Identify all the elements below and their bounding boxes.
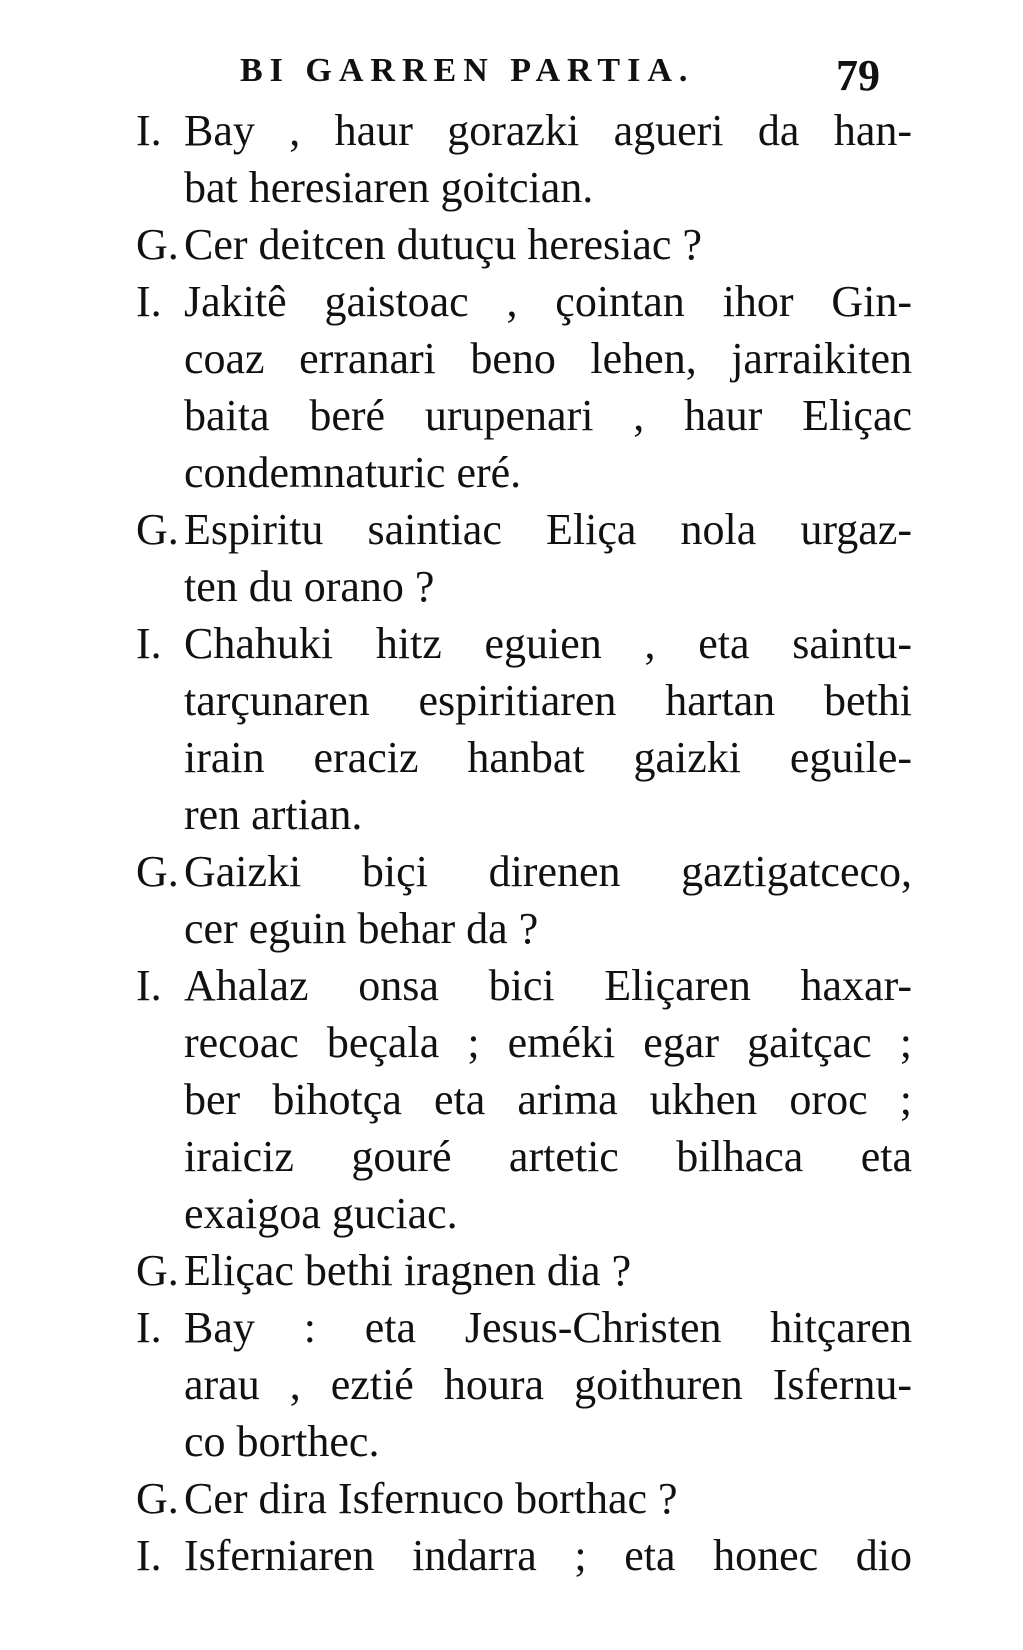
text-line: ten du orano ? bbox=[184, 562, 435, 611]
text-line: Chahuki hitz eguien , eta saintu- bbox=[184, 619, 912, 668]
speaker-marker: I. bbox=[136, 961, 162, 1010]
text-line: tarçunaren espiritiaren hartan bethi bbox=[184, 676, 912, 725]
text-line: recoac beçala ; eméki egar gaitçac ; bbox=[184, 1018, 912, 1067]
text-line: cer eguin behar da ? bbox=[184, 904, 539, 953]
running-head: BI GARREN PARTIA. bbox=[240, 52, 695, 89]
dialogue-entry bbox=[132, 615, 912, 843]
speaker-marker: I. bbox=[136, 277, 162, 326]
dialogue-entry bbox=[132, 216, 912, 273]
speaker-marker: I. bbox=[136, 106, 162, 155]
speaker-marker: G. bbox=[136, 1474, 179, 1523]
speaker-marker: G. bbox=[136, 1246, 179, 1295]
dialogue-entry bbox=[132, 1470, 912, 1527]
speaker-marker: G. bbox=[136, 847, 179, 896]
speaker-marker: G. bbox=[136, 220, 179, 269]
dialogue-entry bbox=[132, 102, 912, 216]
text-line: ren artian. bbox=[184, 790, 363, 839]
text-line: iraiciz gouré artetic bilhaca eta bbox=[184, 1132, 912, 1181]
dialogue-entry bbox=[132, 1242, 912, 1299]
text-line: baita beré urupenari , haur Eliçac bbox=[184, 391, 912, 440]
text-line: ber bihotça eta arima ukhen oroc ; bbox=[184, 1075, 912, 1124]
speaker-marker: G. bbox=[136, 505, 179, 554]
text-line: Eliçac bethi iragnen dia ? bbox=[184, 1246, 632, 1295]
text-line: Gaizki biçi direnen gaztigatceco, bbox=[184, 847, 912, 896]
text-line: bat heresiaren goitcian. bbox=[184, 163, 594, 212]
text-line: arau , eztié houra goithuren Isfernu- bbox=[184, 1360, 912, 1409]
dialogue-entry bbox=[132, 957, 912, 1242]
text-line: Cer dira Isfernuco borthac ? bbox=[184, 1474, 678, 1523]
dialogue-entry bbox=[132, 1299, 912, 1470]
page-number: 79 bbox=[836, 51, 880, 100]
dialogue-entry bbox=[132, 1527, 912, 1584]
text-line: Isferniaren indarra ; eta honec dio bbox=[184, 1531, 912, 1580]
text-line: irain eraciz hanbat gaizki eguile- bbox=[184, 733, 912, 782]
dialogue-entry bbox=[132, 501, 912, 615]
speaker-marker: I. bbox=[136, 1303, 162, 1352]
text-line: Jakitê gaistoac , çointan ihor Gin- bbox=[184, 277, 912, 326]
text-line: Bay : eta Jesus-Christen hitçaren bbox=[184, 1303, 912, 1352]
dialogue-body bbox=[132, 102, 912, 1584]
speaker-marker: I. bbox=[136, 1531, 162, 1580]
text-line: Espiritu saintiac Eliça nola urgaz- bbox=[184, 505, 912, 554]
speaker-marker: I. bbox=[136, 619, 162, 668]
text-line: Bay , haur gorazki agueri da han- bbox=[184, 106, 912, 155]
dialogue-entry bbox=[132, 273, 912, 501]
dialogue-entry bbox=[132, 843, 912, 957]
text-line: exaigoa guciac. bbox=[184, 1189, 458, 1238]
text-line: Ahalaz onsa bici Eliçaren haxar- bbox=[184, 961, 912, 1010]
text-line: co borthec. bbox=[184, 1417, 380, 1466]
text-line: Cer deitcen dutuçu heresiac ? bbox=[184, 220, 702, 269]
text-line: condemnaturic eré. bbox=[184, 448, 522, 497]
text-line: coaz erranari beno lehen, jarraikiten bbox=[184, 334, 912, 383]
